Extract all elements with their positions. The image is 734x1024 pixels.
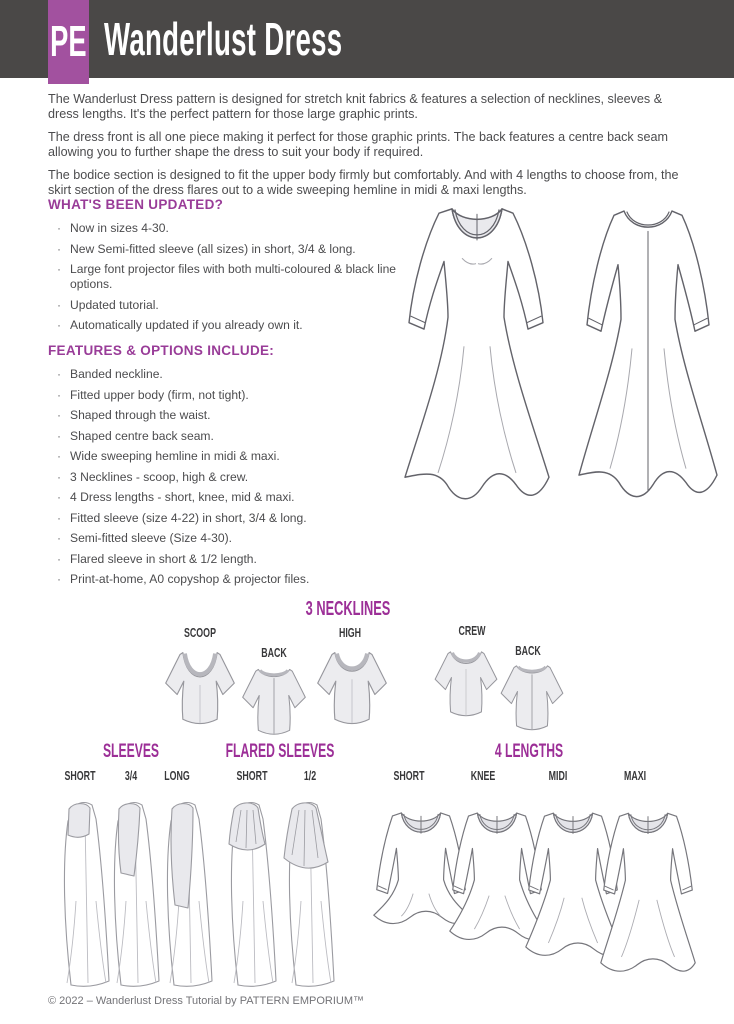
list-item: · Fitted upper body (firm, not tight).: [48, 388, 398, 403]
flared-label-half: 1/2: [303, 768, 317, 783]
list-item: · Now in sizes 4-30.: [48, 221, 398, 236]
flared-sleeve-short-illustration: [221, 797, 277, 989]
list-item: · 4 Dress lengths - short, knee, mid & maxi.: [48, 490, 398, 505]
sleeves-heading: SLEEVES: [102, 741, 160, 762]
neckline-label-scoop: SCOOP: [184, 625, 216, 640]
logo-text: PE: [50, 17, 87, 66]
neckline-label-high: HIGH: [338, 625, 362, 640]
list-item: · Shaped centre back seam.: [48, 429, 398, 444]
intro-paragraph: The bodice section is designed to fit the upper body firmly but comfortably. And with 4 lengths to choose from, the skirt section of the dress flares out to a wide sweeping hemline in midi & maxi lengths.: [48, 168, 679, 197]
list-item: · Fitted sleeve (size 4-22) in short, 3/4 & long.: [48, 511, 398, 526]
intro-paragraph: The Wanderlust Dress pattern is designed for stretch knit fabrics & features a selection of necklines, sleeves & dress lengths. It's the perfect pattern for those large graphic prints.: [48, 92, 663, 121]
neckline-label-back2: BACK: [515, 643, 541, 658]
updated-heading: WHAT'S BEEN UPDATED?: [48, 197, 224, 212]
necklines-heading: 3 NECKLINES: [305, 598, 391, 620]
list-item: · New Semi-fitted sleeve (all sizes) in short, 3/4 & long.: [48, 242, 398, 257]
flared-sleeves-heading: FLARED SLEEVES: [225, 741, 335, 762]
list-item: · Large font projector files with both multi-coloured & black line options.: [48, 262, 398, 292]
left-column: [48, 197, 398, 593]
neckline-back2-illustration: [496, 655, 568, 735]
list-item: · Automatically updated if you already own it.: [48, 318, 398, 333]
lengths-heading: 4 LENGTHS: [494, 741, 564, 762]
intro-section: [48, 92, 696, 206]
neckline-back-illustration: [236, 659, 312, 739]
list-item: · Shaped through the waist.: [48, 408, 398, 423]
sleeve-short-illustration: [54, 797, 110, 989]
length-label-midi: MIDI: [548, 768, 568, 783]
list-item: · Print-at-home, A0 copyshop & projector files.: [48, 572, 398, 587]
list-item: · Banded neckline.: [48, 367, 398, 382]
neckline-label-back: BACK: [261, 645, 287, 660]
updated-section: [48, 197, 398, 333]
pattern-emporium-logo: [48, 0, 89, 84]
page-title: Wanderlust Dress: [104, 13, 343, 65]
length-label-short: SHORT: [393, 768, 425, 783]
list-item: · Semi-fitted sleeve (Size 4-30).: [48, 531, 398, 546]
header-bar: [0, 0, 734, 78]
flared-label-short: SHORT: [236, 768, 268, 783]
list-item: · 3 Necklines - scoop, high & crew.: [48, 470, 398, 485]
neckline-high-illustration: [312, 641, 392, 729]
sleeve-label-34: 3/4: [124, 768, 138, 783]
sleeve-label-long: LONG: [164, 768, 190, 783]
length-label-knee: KNEE: [470, 768, 496, 783]
features-section: [48, 343, 398, 587]
neckline-label-crew: CREW: [458, 623, 486, 638]
neckline-scoop-illustration: [160, 641, 240, 729]
intro-paragraph: The dress front is all one piece making it perfect for those graphic prints. The back features a centre back seam allowing you to further shape the dress to suit your body if required.: [48, 130, 668, 159]
list-item: · Updated tutorial.: [48, 298, 398, 313]
list-item: · Flared sleeve in short & 1/2 length.: [48, 552, 398, 567]
flared-sleeve-half-illustration: [279, 797, 335, 989]
sleeve-label-short: SHORT: [64, 768, 96, 783]
length-maxi-illustration: [589, 802, 707, 982]
list-item: · Wide sweeping hemline in midi & maxi.: [48, 449, 398, 464]
length-label-maxi: MAXI: [623, 768, 647, 783]
neckline-crew-illustration: [430, 637, 502, 725]
features-heading: FEATURES & OPTIONS INCLUDE:: [48, 343, 275, 358]
sleeve-long-illustration: [157, 797, 213, 989]
sleeve-34-illustration: [104, 797, 160, 989]
dress-front-back-illustration: [392, 196, 728, 518]
copyright-text: © 2022 – Wanderlust Dress Tutorial by PATTERN EMPORIUM™: [48, 995, 364, 1007]
